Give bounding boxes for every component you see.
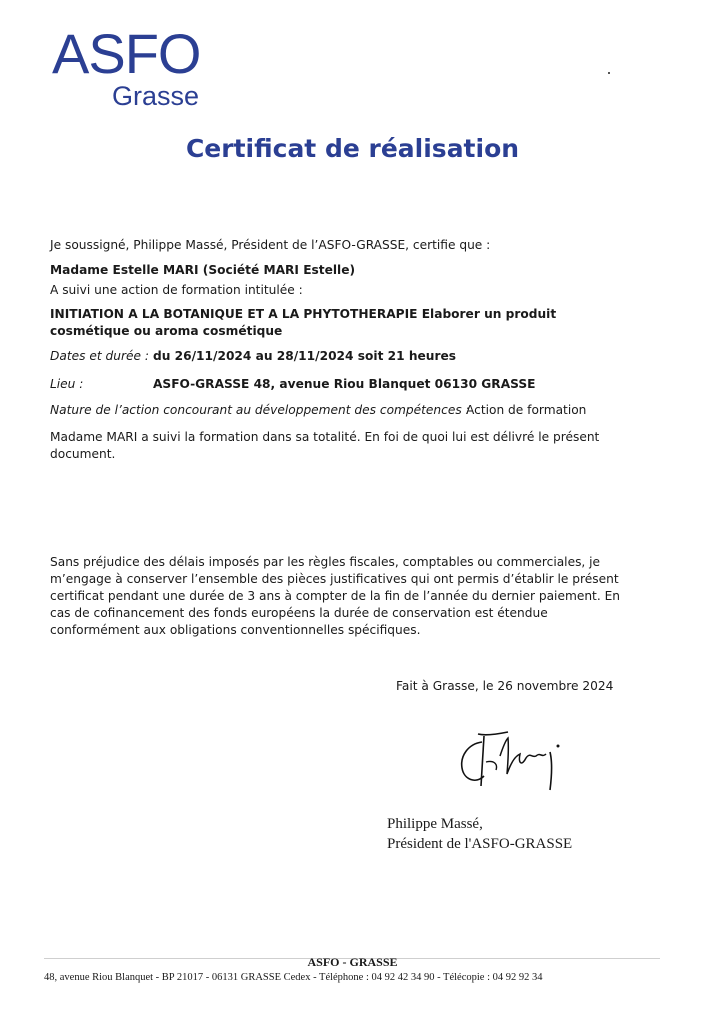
place-value: ASFO-GRASSE 48, avenue Riou Blanquet 06130 GRASSE <box>153 377 536 391</box>
signature-stroke-3 <box>481 736 484 786</box>
signature-stroke-5 <box>500 738 546 774</box>
signature-stroke-2 <box>478 732 508 735</box>
asfo-logo <box>52 24 200 110</box>
dates-label: Dates et durée : <box>50 349 149 363</box>
nature-label: Nature de l’action concourant au développement des compétences : <box>50 403 470 417</box>
footer-org: ASFO - GRASSE <box>307 955 398 969</box>
signature-image <box>446 730 576 800</box>
document-title: Certificat de réalisation <box>185 134 520 163</box>
signature-dot <box>557 745 560 748</box>
logo-sub-text: Grasse <box>112 81 200 111</box>
footer-address: 48, avenue Riou Blanquet - BP 21017 - 06131 GRASSE Cedex - Téléphone : 04 92 42 34 90 - Télécopie : 04 92 92 34 <box>44 972 543 983</box>
course-title-rest: Elaborer un produit cosmétique ou aroma cosmétique <box>50 307 557 338</box>
nature-value: Action de formation <box>466 403 587 417</box>
dates-value: du 26/11/2024 au 28/11/2024 soit 21 heures <box>153 349 456 363</box>
signature-stroke-4 <box>486 761 497 770</box>
scan-speck <box>608 72 610 74</box>
signed-at: Fait à Grasse, le 26 novembre 2024 <box>396 679 614 693</box>
completion-text: Madame MARI a suivi la formation dans sa totalité. En foi de quoi lui est délivré le présent document. <box>50 430 600 461</box>
trainee-name: Madame Estelle MARI (Société MARI Estelle) <box>50 263 356 277</box>
course-title <box>50 306 620 340</box>
logo-main-text: ASFO <box>52 22 201 85</box>
course-title-main: INITIATION A LA BOTANIQUE ET A LA PHYTOTHERAPIE <box>50 307 418 321</box>
intro-text: Je soussigné, Philippe Massé, Président de l’ASFO-GRASSE, certifie que : <box>50 238 491 252</box>
signatory-role: Président de l'ASFO-GRASSE <box>387 836 573 852</box>
legal-notice: Sans préjudice des délais imposés par les règles fiscales, comptables ou commerciales, je m’engage à conserver l’ensemble des pièces justificatives qui ont permis d’établir le présent certificat pendant une durée de 3 ans à compter de la fin de l’année du dernier paiement. En cas de cofinancement des fonds européens la durée de conservation est étendue conformément aux obligations conventionnelles spécifiques. <box>50 555 620 637</box>
signatory-name: Philippe Massé, <box>387 816 483 832</box>
signature-stroke-6 <box>550 752 552 790</box>
place-label: Lieu : <box>50 377 84 391</box>
signature-stroke-1 <box>462 742 484 780</box>
followed-text: A suivi une action de formation intitulée : <box>50 283 303 297</box>
